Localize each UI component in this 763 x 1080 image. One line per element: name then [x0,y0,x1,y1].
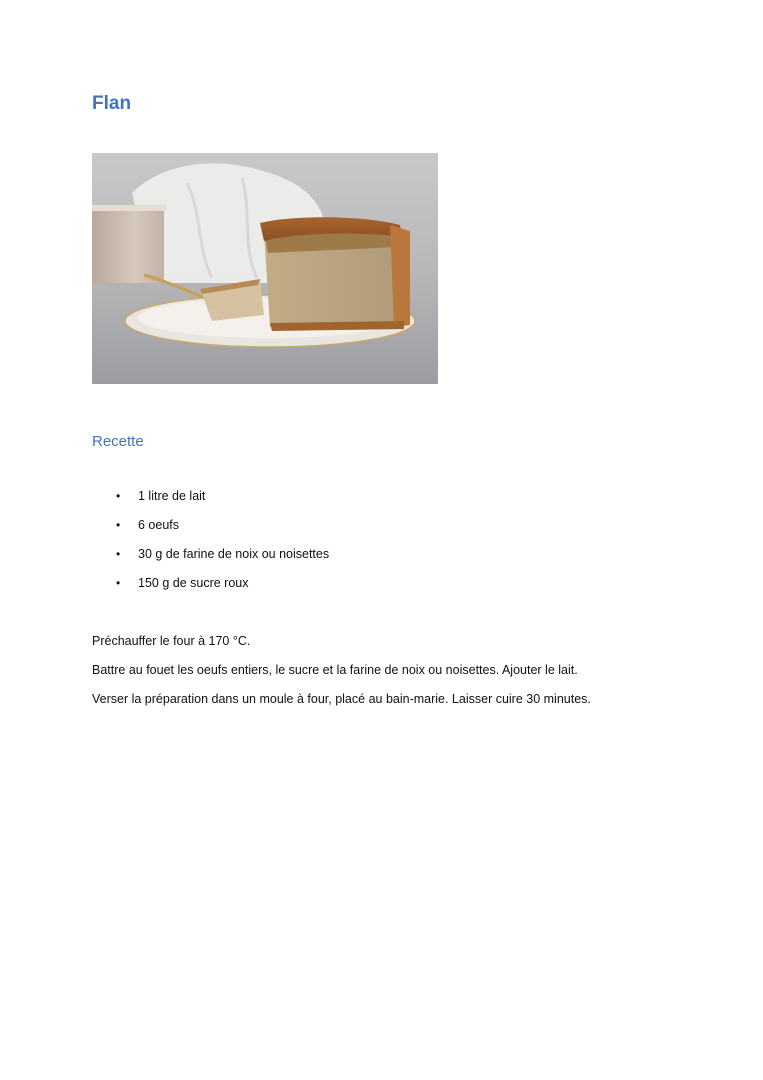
flan-photo [92,153,438,384]
page-title: Flan [92,93,132,114]
step-paragraph: Battre au fouet les oeufs entiers, le sucre et la farine de noix ou noisettes. Ajouter le lait. [92,663,578,677]
section-heading-recette: Recette [92,433,144,450]
bullet-icon: • [116,547,121,561]
step-paragraph: Verser la préparation dans un moule à four, placé au bain-marie. Laisser cuire 30 minutes. [92,692,591,706]
list-item [92,545,329,574]
bullet-icon: • [116,518,121,532]
bullet-icon: • [116,576,121,590]
ingredient-text: 150 g de sucre roux [138,576,249,590]
list-item [92,516,329,545]
bullet-icon: • [116,489,121,503]
step-paragraph: Préchauffer le four à 170 °C. [92,634,251,648]
ingredient-list [92,487,329,603]
ingredient-text: 30 g de farine de noix ou noisettes [138,547,330,561]
list-item [92,487,329,516]
ingredient-text: 1 litre de lait [138,489,206,503]
ingredient-text: 6 oeufs [138,518,180,532]
list-item [92,574,329,603]
